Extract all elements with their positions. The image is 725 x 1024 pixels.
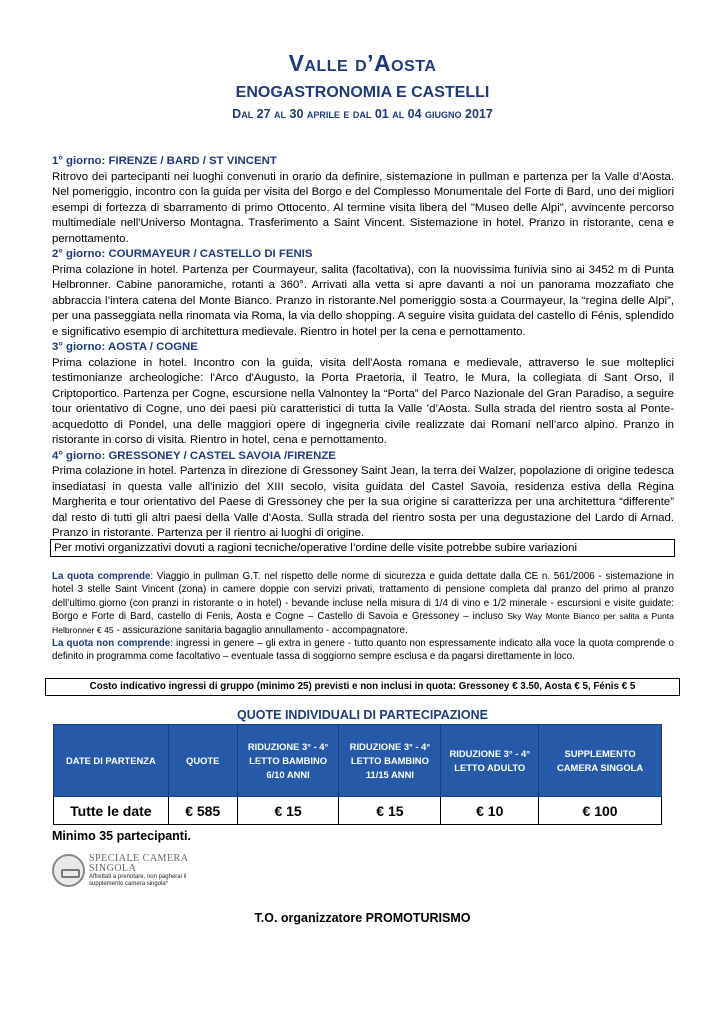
- itinerary: [52, 154, 674, 542]
- price-table: [53, 724, 662, 825]
- cell-child-6-10: € 15: [237, 797, 339, 825]
- single-room-badge: [52, 852, 212, 890]
- badge-title-line2: SINGOLA: [89, 863, 137, 874]
- header-child-6-10: RIDUZIONE 3° - 4° LETTO BAMBINO 6/10 ANNI: [237, 725, 339, 797]
- header-child-11-15: RIDUZIONE 3° - 4° LETTO BAMBINO 11/15 ANNI: [339, 725, 441, 797]
- quota-excludes: [52, 637, 674, 664]
- quota-excludes-text: : ingressi in genere – gli extra in genere - tutto quanto non espressamente indicato alla voce la quota comprende o definito in programma come facoltativo – eventuale tassa di soggiorno sempre esclusa e da pagarsi direttamente in loco.: [52, 638, 675, 663]
- page-title: Valle d’Aosta: [288, 50, 437, 76]
- day-2-title: 2° giorno: COURMAYEUR / CASTELLO DI FENIS: [52, 248, 313, 260]
- quota-includes-small: Sky Way Monte Bianco per salita a Punta Helbronner € 45: [52, 611, 674, 635]
- minimum-participants: Minimo 35 partecipanti.: [52, 829, 191, 843]
- badge-title-line1: SPECIALE CAMERA: [89, 853, 189, 864]
- organizer-footer: T.O. organizzatore PROMOTURISMO: [254, 911, 471, 925]
- travel-dates: Dal 27 al 30 aprile e dal 01 al 04 giugno 2017: [232, 107, 493, 121]
- quota-includes-text: : Viaggio in pullman G.T. nel rispetto delle norme di sicurezza e guida dettate dalla CE n. 561/2006 - sistemazione in hotel 3 stelle Saint Vincent (zona) in camere doppie con servizi privati, trattamento di pensione completa dal pranzo del primo al pranzo dell’ultimo giorno (con pranzi in ristorante o in hotel) - bevande incluse nella misura di 1/4 di vino e 1/2 minerale - escursioni e visite guidate: Borgo e Forte di Bard, castello di Fenis, Aosta e Cogne – Castello di Savoia e Gressoney – incluso: [52, 571, 674, 623]
- cell-single-supplement: € 100: [539, 797, 662, 825]
- price-table-header-row: [54, 725, 662, 797]
- quota-includes-label: La quota comprende: [52, 571, 151, 582]
- quote-table-title: QUOTE INDIVIDUALI DI PARTECIPAZIONE: [237, 708, 488, 722]
- badge-subtext: Affrettati a prenotare, non pagherai il supplemento camera singola*: [89, 874, 187, 887]
- day-4-text: Prima colazione in hotel. Partenza in direzione di Gressoney Saint Jean, la terra dei Walzer, popolazione di origine tedesca insediatasi in questa valle all'inizio del XIII secolo, visita guidata del Castel Savoia, residenza estiva della Regina Margherita e tour orientativo del Paese di Gressoney che per la sua origine si caratterizza per una architettura “differente” dal resto di tutti gli altri paesi della Valle d’Aosta. Sulla strada del rientro sosta per una degustazione del Lardo di Arnad. Pranzo in ristorante. Partenza per il rientro ai luoghi di origine.: [52, 465, 674, 539]
- day-4-title: 4° giorno: GRESSONEY / CASTEL SAVOIA /FIRENZE: [52, 449, 336, 462]
- table-row: [54, 797, 662, 825]
- header-date: DATE DI PARTENZA: [54, 725, 169, 797]
- cell-quote: € 585: [168, 797, 237, 825]
- cell-adult: € 10: [441, 797, 539, 825]
- day-1-title: 1° giorno: FIRENZE / BARD / ST VINCENT: [52, 155, 277, 167]
- page-subtitle: ENOGASTRONOMIA E CASTELLI: [235, 84, 490, 101]
- quota-section: [52, 570, 674, 664]
- day-3-title: 3° giorno: AOSTA / COGNE: [52, 341, 198, 353]
- bed-icon: [52, 854, 85, 887]
- header-single-supplement: SUPPLEMENTO CAMERA SINGOLA: [539, 725, 662, 797]
- quota-includes-tail: - assicurazione sanitaria bagaglio annullamento - accompagnatore.: [113, 624, 408, 636]
- cost-note-box: Costo indicativo ingressi di gruppo (minimo 25) previsti e non inclusi in quota: Gressoney € 3.50, Aosta € 5, Fénis € 5: [45, 678, 680, 696]
- header-quote: QUOTE: [168, 725, 237, 797]
- quota-excludes-label: La quota non comprende: [52, 638, 171, 650]
- day-2-text: Prima colazione in hotel. Partenza per Courmayeur, salita (facoltativa), con la nuovissima funivia sino ai 3452 m di Punta Helbronner. Cabine panoramiche, rotanti a 360°. Arrivati alla vetta si apre davanti a noi un panorama mozzafiato che abbraccia l’intera catena del Monte Bianco. Pranzo in ristorante.Nel pomeriggio sosta a Courmayeur, la “regina delle Alpi”, per una passeggiata nella rinomata via Roma, la via dello shopping. A seguire visita guidata del castello di Fénis, splendido e significativo esempio di architettura medievale. Rientro in hotel per la cena e pernottamento.: [52, 263, 674, 338]
- notice-box: Per motivi organizzativi dovuti a ragioni tecniche/operative l’ordine delle visite potrebbe subire variazioni: [50, 539, 675, 557]
- header-adult: RIDUZIONE 3° - 4° LETTO ADULTO: [441, 725, 539, 797]
- day-3-text: Prima colazione in hotel. Incontro con la guida, visita dell'Aosta romana e medievale, attraverso le sue molteplici testimonianze archeologiche: l'Arco d'Augusto, la Porta Praetoria, il Teatro, le Mura, la collegiata di Sant Orso, il Criptoportico. Partenza per Cogne, escursione nella Valnontey la “Porta” del Parco Nazionale del Gran Paradiso, a seguire tour orientativo di Cogne, uno dei paesi più caratteristici di tutta la Valle ’d’Aosta. Sulla strada del rientro sosta al Ponte-acquedotto di Pondel, una delle maggiori opere di ingegneria civile realizzate dai Romani nell’arco alpino. Pranzo in ristorante in corso di visita. Rientro in hotel, cena e pernottamento.: [52, 356, 674, 446]
- quota-includes: [52, 570, 674, 637]
- cell-child-11-15: € 15: [339, 797, 441, 825]
- cell-date: Tutte le date: [54, 797, 169, 825]
- badge-title: [89, 854, 188, 874]
- day-1-text: Ritrovo dei partecipanti nei luoghi convenuti in orario da definire, sistemazione in pullman e partenza per la Valle d’Aosta. Nel pomeriggio, incontro con la guida per visita del Borgo e del Complesso Monumentale del Forte di Bard, uno dei migliori esempi di fortezza di sbarramento di primo Ottocento. Al termine visita libera del "Museo delle Alpi", avvincente percorso multimediale nell'Universo Montagna. Trasferimento a Saint Vincent. Sistemazione in hotel. Pranzo in ristorante, cena e pernottamento.: [52, 170, 674, 245]
